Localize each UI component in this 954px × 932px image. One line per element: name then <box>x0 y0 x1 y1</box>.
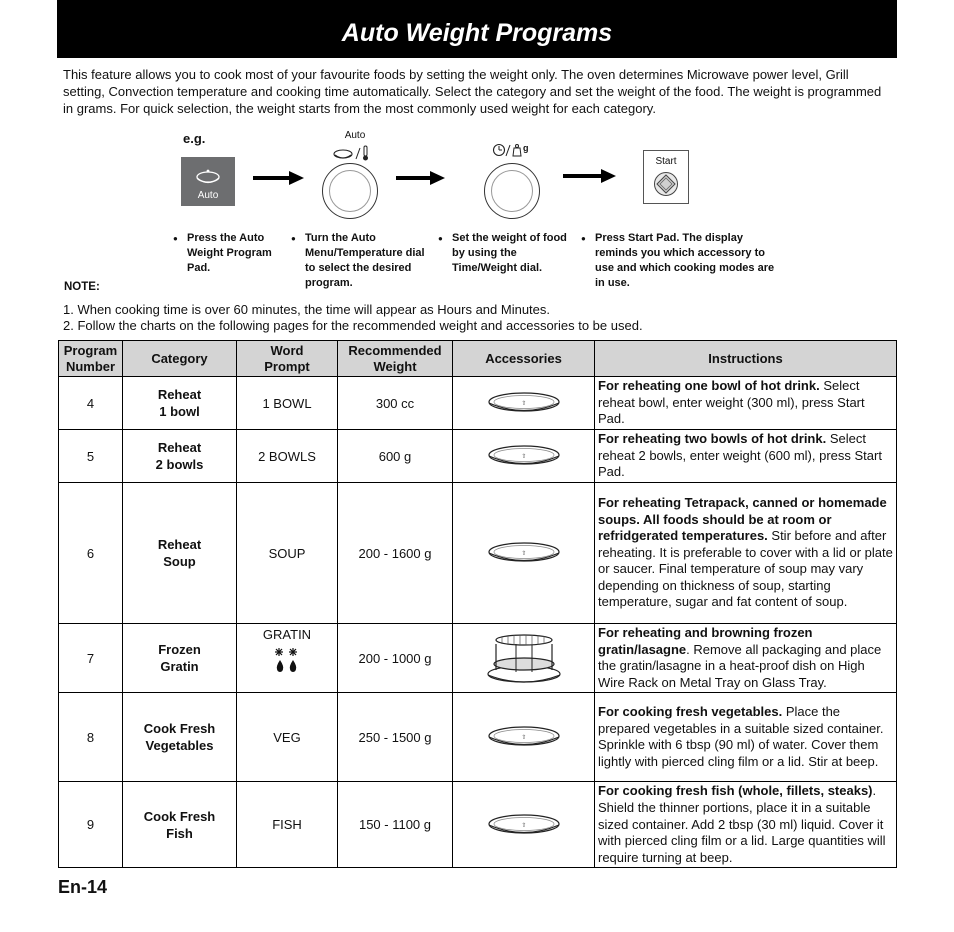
svg-text:⇧: ⇧ <box>520 734 527 742</box>
svg-text:⇧: ⇧ <box>520 453 527 460</box>
recommended-weight: 300 cc <box>338 377 453 430</box>
example-label: e.g. <box>183 131 206 146</box>
arrow-icon <box>396 170 446 186</box>
svg-text:⇧: ⇧ <box>520 400 527 407</box>
category: Reheat Soup <box>123 483 237 624</box>
program-number: 5 <box>59 430 123 483</box>
temperature-dial-icon <box>322 163 378 219</box>
recommended-weight: 150 - 1100 g <box>338 782 453 868</box>
recommended-weight: 600 g <box>338 430 453 483</box>
step-1: ● Press the Auto Weight Program Pad. <box>173 231 291 276</box>
word-prompt: 1 BOWL <box>237 377 338 430</box>
arrow-icon <box>563 168 617 184</box>
category: Cook Fresh Vegetables <box>123 693 237 782</box>
program-number: 4 <box>59 377 123 430</box>
note-item: 1. When cooking time is over 60 minutes, the time will appear as Hours and Minutes. <box>63 302 551 317</box>
table-row <box>59 377 897 430</box>
accessory-cell <box>453 377 595 430</box>
start-pad-label: Start <box>655 156 677 167</box>
diamond-start-icon <box>653 171 679 197</box>
note-item: 2. Follow the charts on the following pages for the recommended weight and accessories to be used. <box>63 318 643 333</box>
note-label: NOTE: <box>64 281 100 293</box>
header-program-number: Program Number <box>59 341 123 377</box>
intro-paragraph: This feature allows you to cook most of your favourite foods by setting the weight only. The oven determines Microwave power level, Grill setting, Convection temperature and cooking time automatically. Select the category and set the weight of the food. The weight is programmed in grams. For quick selection, the weight starts from the most commonly used weight for each category. <box>63 67 882 116</box>
accessory-cell <box>453 430 595 483</box>
header-instructions: Instructions <box>595 341 897 377</box>
covered-dish-icon <box>181 161 235 191</box>
svg-text:⇧: ⇧ <box>520 550 527 557</box>
program-number: 8 <box>59 693 123 782</box>
word-prompt: VEG <box>237 693 338 782</box>
step-3: ● Set the weight of food by using the Time/Weight dial. <box>438 231 572 276</box>
weight-dial-icon <box>484 163 540 219</box>
word-prompt: SOUP <box>237 483 338 624</box>
weight-unit-label: g <box>523 143 529 153</box>
high-wire-rack-icon <box>486 630 562 686</box>
header-accessories: Accessories <box>453 341 595 377</box>
page-title: Auto Weight Programs <box>341 19 613 47</box>
table-row <box>59 693 897 782</box>
header-category: Category <box>123 341 237 377</box>
glass-tray-icon <box>487 813 561 837</box>
instructions: For cooking fresh vegetables. Place the prepared vegetables in a suitable sized container. Sprinkle with 6 tbsp (90 ml) of water. Cover them lightly with pierced cling film or a lid. Stir at beep. <box>595 693 897 782</box>
start-pad-icon <box>643 150 689 204</box>
program-number: 9 <box>59 782 123 868</box>
category: Cook Fresh Fish <box>123 782 237 868</box>
glass-tray-icon <box>487 444 561 468</box>
grill-combination-icon <box>272 645 302 675</box>
instructions: For reheating and browning frozen gratin/lasagne. Remove all packaging and place the gratin/lasagne in a heat-proof dish on High Wire Rack on Metal Tray on Glass Tray. <box>595 624 897 693</box>
category: Frozen Gratin <box>123 624 237 693</box>
word-prompt: 2 BOWLS <box>237 430 338 483</box>
instructions: For reheating Tetrapack, canned or homemade soups. All foods should be at room or refridgerated temperatures. Stir before and after reheating. It is preferable to cover with a lid or plate or saucer. Final temperature of soup may vary depending on thickness of soup, starting temperature, sugar and fat content of soup. <box>595 483 897 624</box>
notes-list <box>63 302 643 334</box>
accessory-cell <box>453 483 595 624</box>
table-header-row <box>59 341 897 377</box>
header-word-prompt: Word Prompt <box>237 341 338 377</box>
programs-table <box>58 340 897 868</box>
dial-caption-auto: Auto <box>344 130 366 141</box>
word-prompt: FISH <box>237 782 338 868</box>
accessory-cell <box>453 693 595 782</box>
recommended-weight: 250 - 1500 g <box>338 693 453 782</box>
glass-tray-icon <box>487 725 561 749</box>
table-row <box>59 430 897 483</box>
step-4: ● Press Start Pad. The display reminds you which accessory to use and which cooking modes are in use. <box>581 231 779 291</box>
dish-temperature-icon <box>332 144 376 162</box>
category: Reheat 1 bowl <box>123 377 237 430</box>
recommended-weight: 200 - 1000 g <box>338 624 453 693</box>
instructions: For cooking fresh fish (whole, fillets, steaks). Shield the thinner portions, place it in a suitable sized container. Add 2 tbsp (30 ml) liquid. Cover it with pierced cling film or a lid. Large quantities will require turning at beep. <box>595 782 897 868</box>
category: Reheat 2 bowls <box>123 430 237 483</box>
instructions: For reheating one bowl of hot drink. Select reheat bowl, enter weight (300 ml), press Start Pad. <box>595 377 897 430</box>
table-row <box>59 624 897 693</box>
glass-tray-icon <box>487 391 561 415</box>
title-bar <box>57 0 897 58</box>
auto-pad-icon <box>181 157 235 206</box>
glass-tray-icon <box>487 541 561 565</box>
arrow-icon <box>253 170 305 186</box>
instructions: For reheating two bowls of hot drink. Select reheat 2 bowls, enter weight (600 ml), press Start Pad. <box>595 430 897 483</box>
table-row <box>59 483 897 624</box>
svg-text:⇧: ⇧ <box>520 821 527 829</box>
program-number: 6 <box>59 483 123 624</box>
header-recommended-weight: Recommended Weight <box>338 341 453 377</box>
accessory-cell <box>453 782 595 868</box>
accessory-cell <box>453 624 595 693</box>
page-number: En-14 <box>58 877 108 897</box>
step-2: ● Turn the Auto Menu/Temperature dial to select the desired program. <box>291 231 437 291</box>
program-number: 7 <box>59 624 123 693</box>
word-prompt: GRATIN <box>237 624 338 693</box>
recommended-weight: 200 - 1600 g <box>338 483 453 624</box>
auto-pad-label: Auto <box>197 190 219 201</box>
table-row <box>59 782 897 868</box>
